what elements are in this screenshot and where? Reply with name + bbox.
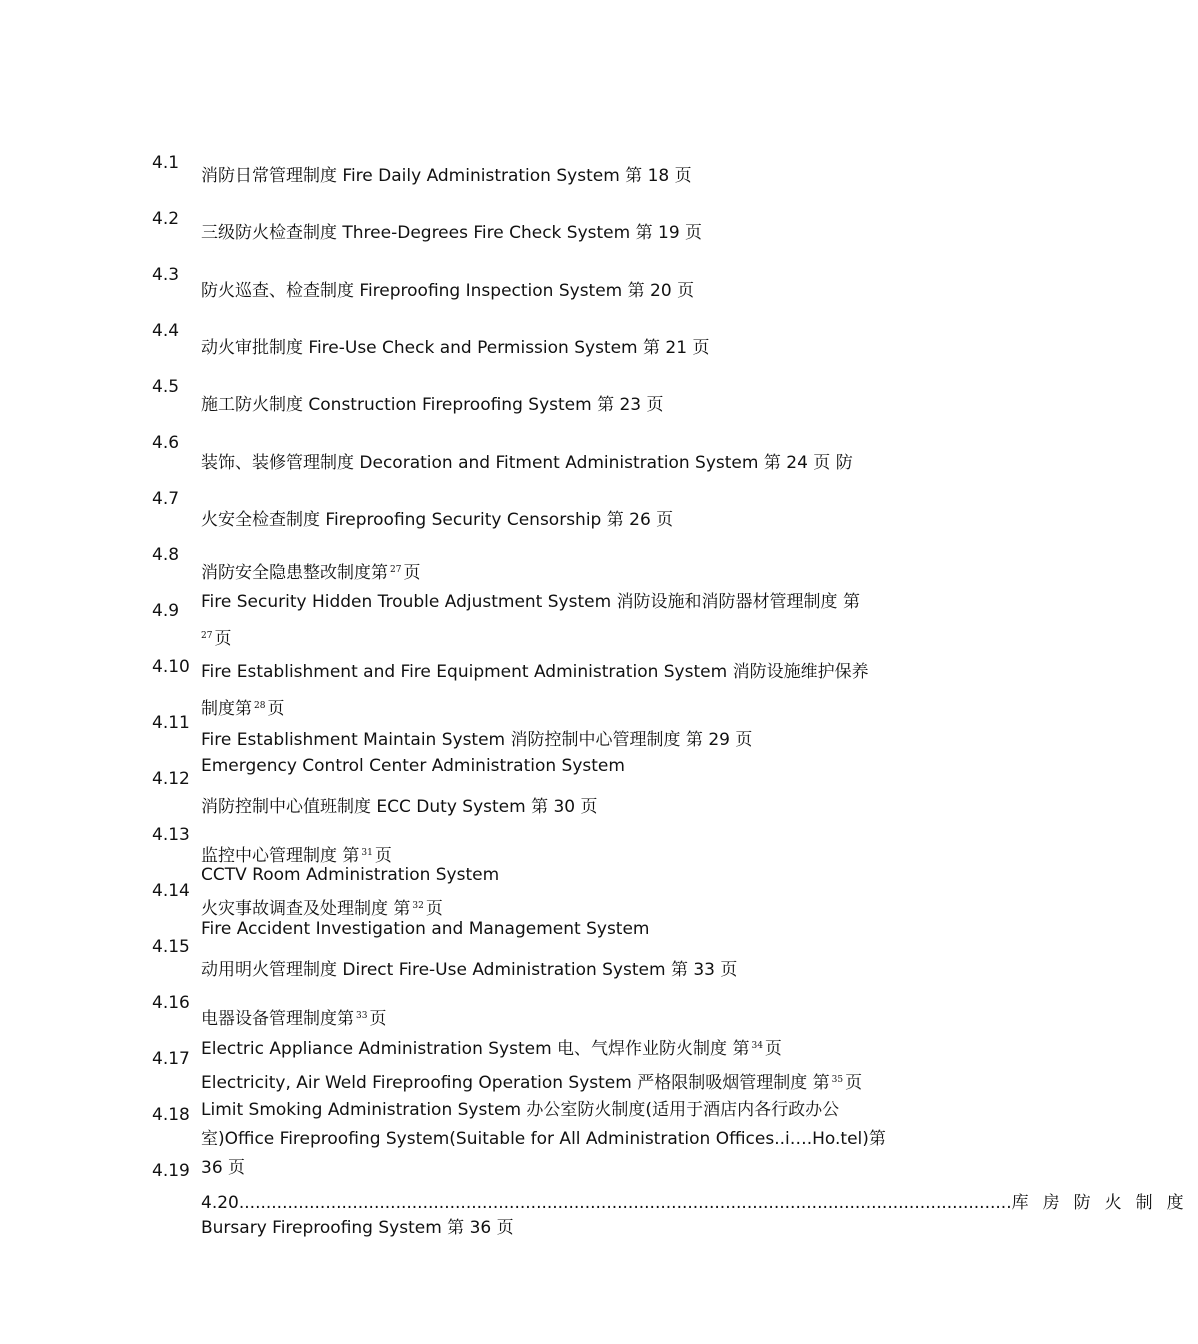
toc-line: 动用明火管理制度 Direct Fire-Use Administration System 第 33 页 xyxy=(201,960,738,980)
toc-line-dotted xyxy=(201,1192,1198,1214)
section-number: 4.10 xyxy=(152,657,190,677)
section-number: 4.11 xyxy=(152,713,190,733)
section-number: 4.17 xyxy=(152,1049,190,1069)
toc-line xyxy=(201,1069,862,1094)
toc-line xyxy=(201,1035,782,1060)
toc-line: Fire Establishment Maintain System 消防控制中心管理制度 第 29 页 xyxy=(201,730,753,750)
section-number: 4.18 xyxy=(152,1105,190,1125)
page-superscript: 32 xyxy=(412,901,424,911)
toc-line-text: 页 xyxy=(374,846,392,866)
section-number: 4.16 xyxy=(152,993,190,1013)
page-superscript: 34 xyxy=(751,1041,763,1051)
toc-line-text: 火灾事故调查及处理制度 第 xyxy=(201,899,411,919)
section-number: 4.15 xyxy=(152,937,190,957)
toc-line: 消防控制中心值班制度 ECC Duty System 第 30 页 xyxy=(201,797,598,817)
section-number: 4.4 xyxy=(152,321,180,341)
toc-line: Limit Smoking Administration System 办公室防火制度(适用于酒店内各行政办公 xyxy=(201,1100,840,1120)
section-number: 4.1 xyxy=(152,153,180,173)
toc-line: 动火审批制度 Fire-Use Check and Permission System 第 21 页 xyxy=(201,338,710,358)
page-superscript: 28 xyxy=(254,701,266,711)
toc-line-text: 页 xyxy=(425,899,443,919)
section-number: 4.5 xyxy=(152,377,180,397)
toc-line: Fire Establishment and Fire Equipment Administration System 消防设施维护保养 xyxy=(201,662,869,682)
toc-line: Bursary Fireproofing System 第 36 页 xyxy=(201,1218,514,1238)
toc-line xyxy=(201,625,231,650)
page-superscript: 33 xyxy=(356,1011,368,1021)
toc-line-text: 页 xyxy=(403,563,421,583)
page-superscript: 27 xyxy=(390,565,402,575)
section-number: 4.7 xyxy=(152,489,180,509)
section-number: 4.19 xyxy=(152,1161,190,1181)
section-number: 4.9 xyxy=(152,601,180,621)
toc-line: 三级防火检查制度 Three-Degrees Fire Check System 第 19 页 xyxy=(201,223,703,243)
section-number: 4.14 xyxy=(152,881,190,901)
section-number: 4.6 xyxy=(152,433,180,453)
toc-line: 施工防火制度 Construction Fireproofing System 第 23 页 xyxy=(201,395,664,415)
toc-line-text: 电器设备管理制度第 xyxy=(201,1009,354,1029)
toc-line-text: 页 xyxy=(764,1039,782,1059)
toc-line-text: 页 xyxy=(845,1073,863,1093)
toc-line-text: 库房防火制度 xyxy=(1011,1193,1198,1213)
dot-leader: ............................................................................................................................................... xyxy=(238,1193,1012,1213)
toc-line: 36 页 xyxy=(201,1158,246,1178)
section-number: 4.12 xyxy=(152,769,190,789)
toc-line xyxy=(201,895,443,920)
toc-line: 防火巡查、检查制度 Fireproofing Inspection System 第 20 页 xyxy=(201,281,695,301)
toc-line xyxy=(201,695,284,720)
toc-line: 消防日常管理制度 Fire Daily Administration System 第 18 页 xyxy=(201,166,692,186)
toc-line-text: 消防安全隐患整改制度第 xyxy=(201,563,388,583)
toc-line: 火安全检查制度 Fireproofing Security Censorship 第 26 页 xyxy=(201,510,674,530)
toc-line xyxy=(201,559,420,584)
toc-line: 装饰、装修管理制度 Decoration and Fitment Administration System 第 24 页 防 xyxy=(201,453,853,473)
section-number: 4.8 xyxy=(152,545,180,565)
page-superscript: 31 xyxy=(361,848,373,858)
toc-line-text: 制度第 xyxy=(201,699,252,719)
toc-line: CCTV Room Administration System xyxy=(201,865,500,885)
page-superscript: 35 xyxy=(831,1075,844,1085)
section-number: 4.20 xyxy=(201,1193,239,1213)
toc-line: Fire Security Hidden Trouble Adjustment System 消防设施和消防器材管理制度 第 xyxy=(201,592,860,612)
toc-line: Fire Accident Investigation and Management System xyxy=(201,919,650,939)
toc-line-text: 页 xyxy=(214,629,232,649)
toc-line-text: 监控中心管理制度 第 xyxy=(201,846,360,866)
toc-line-text: Electric Appliance Administration System 电、气焊作业防火制度 第 xyxy=(201,1039,750,1059)
section-number: 4.2 xyxy=(152,209,180,229)
toc-line xyxy=(201,1005,386,1030)
section-number: 4.13 xyxy=(152,825,190,845)
toc-line-text: 页 xyxy=(369,1009,387,1029)
page-superscript: 27 xyxy=(201,631,213,641)
toc-line-text: 页 xyxy=(267,699,285,719)
section-number: 4.3 xyxy=(152,265,180,285)
toc-line-text: Electricity, Air Weld Fireproofing Operation System 严格限制吸烟管理制度 第 xyxy=(201,1073,830,1093)
toc-line: 室)Office Fireproofing System(Suitable for All Administration Offices..i….Ho.tel)第 xyxy=(201,1129,886,1149)
toc-line: Emergency Control Center Administration System xyxy=(201,756,625,776)
